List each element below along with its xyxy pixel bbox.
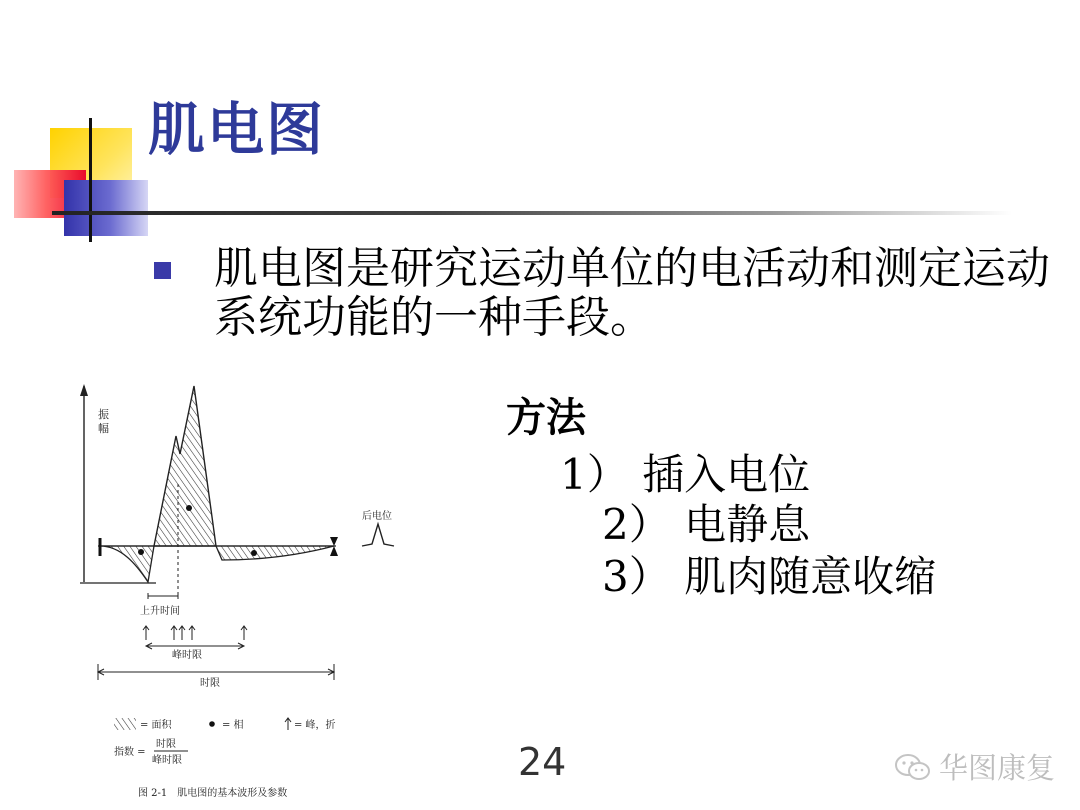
legend-turn: = 峰，折 (294, 720, 336, 731)
bullet-text: 肌电图是研究运动单位的电活动和测定运动系统功能的一种手段。 (214, 243, 1050, 343)
method-item-1: 1） 插入电位 (560, 450, 811, 499)
watermark (893, 746, 1055, 787)
method-item-2: 2） 电静息 (602, 500, 811, 549)
decor-blue-square (64, 180, 148, 236)
emg-waveform-figure (76, 374, 406, 806)
legend-phase: = 相 (222, 720, 244, 731)
legend-area: = 面积 (140, 720, 172, 731)
figure-ylabel-1: 振 (98, 408, 109, 421)
wechat-icon (893, 752, 933, 782)
index-numerator: 时限 (156, 739, 176, 750)
waveform-shaded (100, 386, 394, 596)
method-item-3: 3） 肌肉随意收缩 (602, 552, 937, 601)
index-label: 指数 = (114, 747, 146, 758)
after-potential-label: 后电位 (362, 511, 392, 522)
title-underline (52, 211, 1012, 215)
rise-time-label: 上升时间 (140, 606, 180, 617)
rise-time-marker (148, 593, 178, 599)
slide-title: 肌电图 (148, 97, 325, 163)
decor-vertical-line (89, 118, 92, 242)
peak-duration-label: 峰时限 (172, 650, 202, 661)
legend-area-swatch (114, 718, 136, 730)
duration-label: 时限 (200, 678, 220, 689)
method-heading: 方法 (506, 395, 586, 441)
legend-phase-dot (209, 721, 215, 727)
watermark-text: 华图康复 (939, 751, 1056, 785)
index-denominator: 峰时限 (152, 755, 182, 766)
bullet-marker (154, 262, 171, 279)
legend-turn-arrow (285, 718, 291, 730)
turn-arrows (143, 626, 247, 640)
figure-caption: 图 2-1 肌电图的基本波形及参数 (138, 788, 288, 799)
page-number: 24 (518, 740, 567, 784)
peak-duration-marker (146, 643, 244, 649)
figure-ylabel-2: 幅 (98, 422, 109, 435)
